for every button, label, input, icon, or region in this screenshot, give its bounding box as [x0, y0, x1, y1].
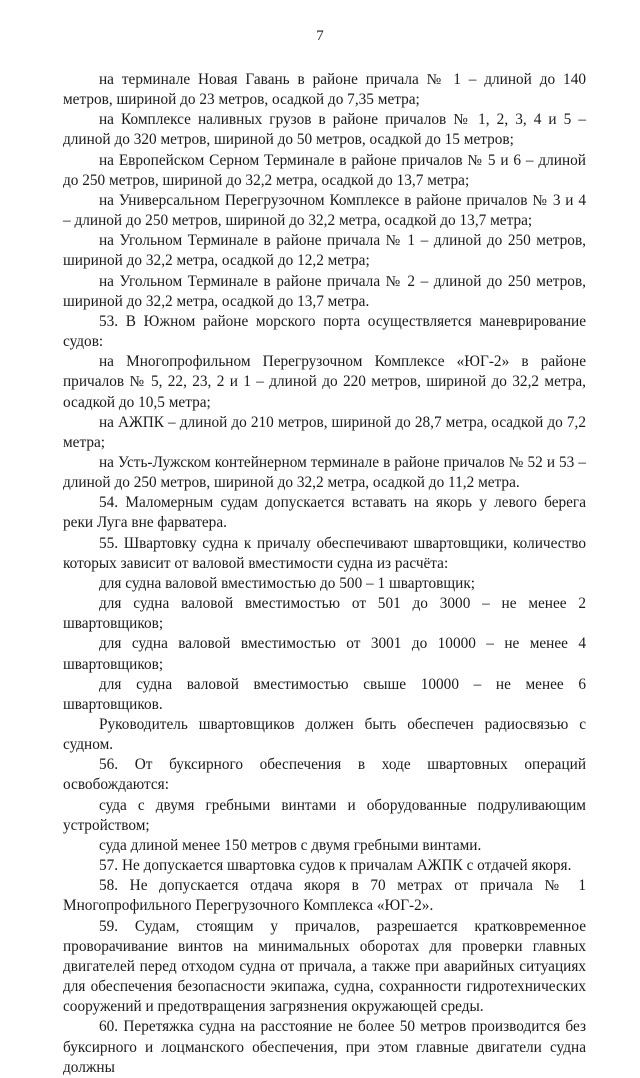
paragraph-mooring-501-3000: для судна валовой вместимостью от 501 до 3000 – не менее 2 швартовщиков; [63, 595, 586, 633]
paragraph-coal-terminal-berth-1: на Угольном Терминале в районе причала № 1 – длиной до 250 метров, шириной до 32,2 метра, осадкой до 12,2 метра; [63, 232, 586, 270]
paragraph-mooring-3001-10000: для судна валовой вместимостью от 3001 до 10000 – не менее 4 швартовщиков; [63, 635, 586, 673]
paragraph-mooring-up-to-500: для судна валовой вместимостью до 500 – 1 швартовщик; [99, 574, 476, 592]
paragraph-coal-terminal-berth-2: на Угольном Терминале в районе причала № 2 – длиной до 250 метров, шириной до 32,2 метра, осадкой до 13,7 метра. [63, 272, 586, 310]
paragraph-mooring-over-10000: для судна валовой вместимостью свыше 10000 – не менее 6 швартовщиков. [63, 675, 586, 713]
paragraph-item-56: 56. От буксирного обеспечения в ходе швартовных операций освобождаются: [63, 756, 586, 794]
paragraph-berth-new-harbour: на терминале Новая Гавань в районе причала № 1 – длиной до 140 метров, шириной до 23 метров, осадкой до 7,35 метра; [63, 71, 586, 109]
paragraph-item-54: 54. Маломерным судам допускается вставать на якорь у левого берега реки Луга вне фарватера. [63, 494, 586, 532]
document-body [63, 70, 586, 1078]
paragraph-mooring-radio: Руководитель швартовщиков должен быть обеспечен радиосвязью с судном. [63, 716, 586, 754]
paragraph-item-60: 60. Перетяжка судна на расстояние не более 50 метров производится без буксирного и лоцманского обеспечения, при этом главные двигатели судна должны [63, 1018, 586, 1076]
paragraph-twin-screw-thruster: суда с двумя гребными винтами и оборудованные подруливающим устройством; [63, 796, 586, 834]
paragraph-item-55: 55. Швартовку судна к причалу обеспечивают швартовщики, количество которых зависит от валовой вместимости судна из расчёта: [63, 534, 586, 572]
paragraph-liquid-cargo-complex: на Комплексе наливных грузов в районе причалов № 1, 2, 3, 4 и 5 – длиной до 320 метров, шириной до 50 метров, осадкой до 15 метров; [63, 111, 586, 149]
page-number: 7 [316, 28, 324, 44]
paragraph-item-58: 58. Не допускается отдача якоря в 70 метрах от причала № 1 Многопрофильного Перегрузочного Комплекса «ЮГ-2». [63, 877, 586, 915]
paragraph-item-53: 53. В Южном районе морского порта осуществляется маневрирование судов: [63, 312, 586, 351]
paragraph-item-57: 57. Не допускается швартовка судов к причалам АЖПК с отдачей якоря. [99, 857, 572, 875]
paragraph-universal-transshipment-complex: на Универсальном Перегрузочном Комплексе в районе причалов № 3 и 4 – длиной до 250 метров, шириной до 32,2 метра, осадкой до 13,7 метра; [63, 191, 586, 230]
paragraph-azhpk: на АЖПК – длиной до 210 метров, шириной до 28,7 метра, осадкой до 7,2 метра; [63, 413, 586, 451]
paragraph-item-59: 59. Судам, стоящим у причалов, разрешается кратковременное проворачивание винтов на минимальных оборотах для проверки главных двигателей перед отходом судна от причала, а также при аварийных ситуациях для обеспечения безопасности экипажа, судна, сохранности гидротехнических сооружений и предотвращения загрязнения окружающей среды. [63, 917, 586, 1016]
paragraph-under-150m: суда длиной менее 150 метров с двумя гребными винтами. [99, 836, 482, 854]
paragraph-ust-luga-container-terminal: на Усть-Лужском контейнерном терминале в районе причалов № 52 и 53 – длиной до 250 метров, шириной до 32,2 метра, осадкой до 11,2 метра. [63, 453, 586, 492]
paragraph-yug2-complex: на Многопрофильном Перегрузочном Комплексе «ЮГ-2» в районе причалов № 5, 22, 23, 2 и 1 – длиной до 220 метров, шириной до 32,2 метра, осадкой до 10,5 метра; [63, 353, 586, 411]
paragraph-european-sulphur-terminal: на Европейском Серном Терминале в районе причалов № 5 и 6 – длиной до 250 метров, шириной до 32,2 метра, осадкой до 13,7 метра; [63, 151, 586, 189]
